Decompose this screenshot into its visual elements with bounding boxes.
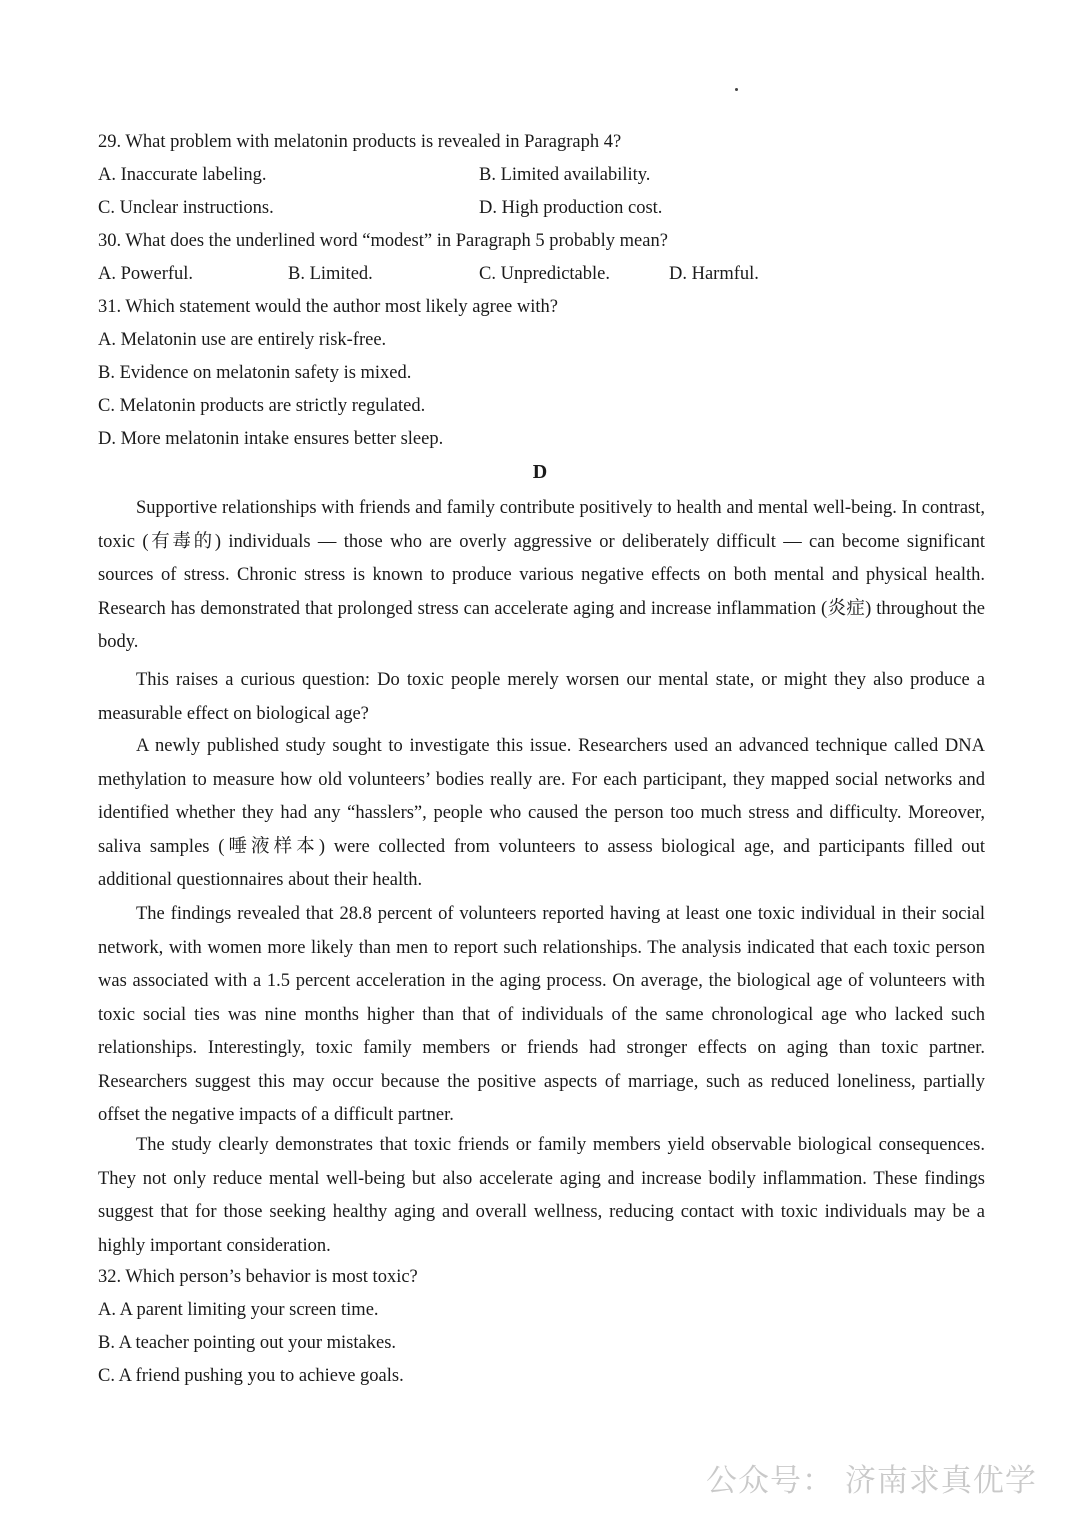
passage-paragraph-2: This raises a curious question: Do toxic people merely worsen our mental state, or might they also produce a measurable effect on biological age? xyxy=(98,670,985,724)
q30-option-d: D. Harmful. xyxy=(669,264,759,284)
speck-mark xyxy=(735,88,738,91)
watermark: 公众号： 济南求真优学 xyxy=(706,1463,1037,1499)
q29-option-c: C. Unclear instructions. xyxy=(98,198,274,218)
q32-stem: 32. Which person’s behavior is most toxic? xyxy=(98,1267,418,1287)
q29-option-d: D. High production cost. xyxy=(479,198,663,218)
passage-paragraph-3: A newly published study sought to investigate this issue. Researchers used an advanced technique called DNA methylation to measure how old volunteers’ bodies really are. For each participant, they mapped social networks and identified whether they had any “hasslers”, people who caused the person too much stress and difficulty. Moreover, saliva samples (唾液样本) were collected from volunteers to assess biological age, and participants filled out additional questionnaires about their health. xyxy=(98,736,985,890)
q30-option-a: A. Powerful. xyxy=(98,264,194,284)
q29-option-b: B. Limited availability. xyxy=(479,165,651,185)
q29-option-a: A. Inaccurate labeling. xyxy=(98,165,267,185)
q30-stem: 30. What does the underlined word “modest” in Paragraph 5 probably mean? xyxy=(98,231,668,251)
passage-paragraph-1: Supportive relationships with friends and family contribute positively to health and mental well-being. In contrast, toxic (有毒的) individuals — those who are overly aggressive or deliberately difficult — can become significant sources of stress. Chronic stress is known to produce various negative effects on both mental and physical health. Research has demonstrated that prolonged stress can accelerate aging and increase inflammation (炎症) throughout the body. xyxy=(98,498,985,652)
passage-paragraph-4: The findings revealed that 28.8 percent of volunteers reported having at least one toxic individual in their social network, with women more likely than men to report such relationships. The analysis indicated that each toxic person was associated with a 1.5 percent acceleration in the aging process. On average, the biological age of volunteers with toxic social ties was nine months higher than that of individuals of the same chronological age who lacked such relationships. Interestingly, toxic family members or friends had stronger effects on aging than toxic partner. Researchers suggest this may occur because the positive aspects of marriage, such as reduced loneliness, partially offset the negative impacts of a difficult partner. xyxy=(98,904,985,1125)
q31-option-d: D. More melatonin intake ensures better sleep. xyxy=(98,429,444,449)
section-heading: D xyxy=(532,461,548,483)
q30-option-b: B. Limited. xyxy=(288,264,373,284)
q30-option-c: C. Unpredictable. xyxy=(479,264,610,284)
passage-paragraph-5: The study clearly demonstrates that toxic friends or family members yield observable biological consequences. They not only reduce mental well-being but also accelerate aging and increase bodily inflammation. These findings suggest that for those seeking healthy aging and overall wellness, reducing contact with toxic individuals may be a highly important consideration. xyxy=(98,1135,985,1256)
q31-option-a: A. Melatonin use are entirely risk-free. xyxy=(98,330,387,350)
q32-option-c: C. A friend pushing you to achieve goals. xyxy=(98,1366,404,1386)
q31-option-c: C. Melatonin products are strictly regulated. xyxy=(98,396,426,416)
q32-option-b: B. A teacher pointing out your mistakes. xyxy=(98,1333,397,1353)
q29-stem: 29. What problem with melatonin products is revealed in Paragraph 4? xyxy=(98,132,622,152)
q31-stem: 31. Which statement would the author most likely agree with? xyxy=(98,297,558,317)
q31-option-b: B. Evidence on melatonin safety is mixed. xyxy=(98,363,412,383)
q32-option-a: A. A parent limiting your screen time. xyxy=(98,1300,379,1320)
